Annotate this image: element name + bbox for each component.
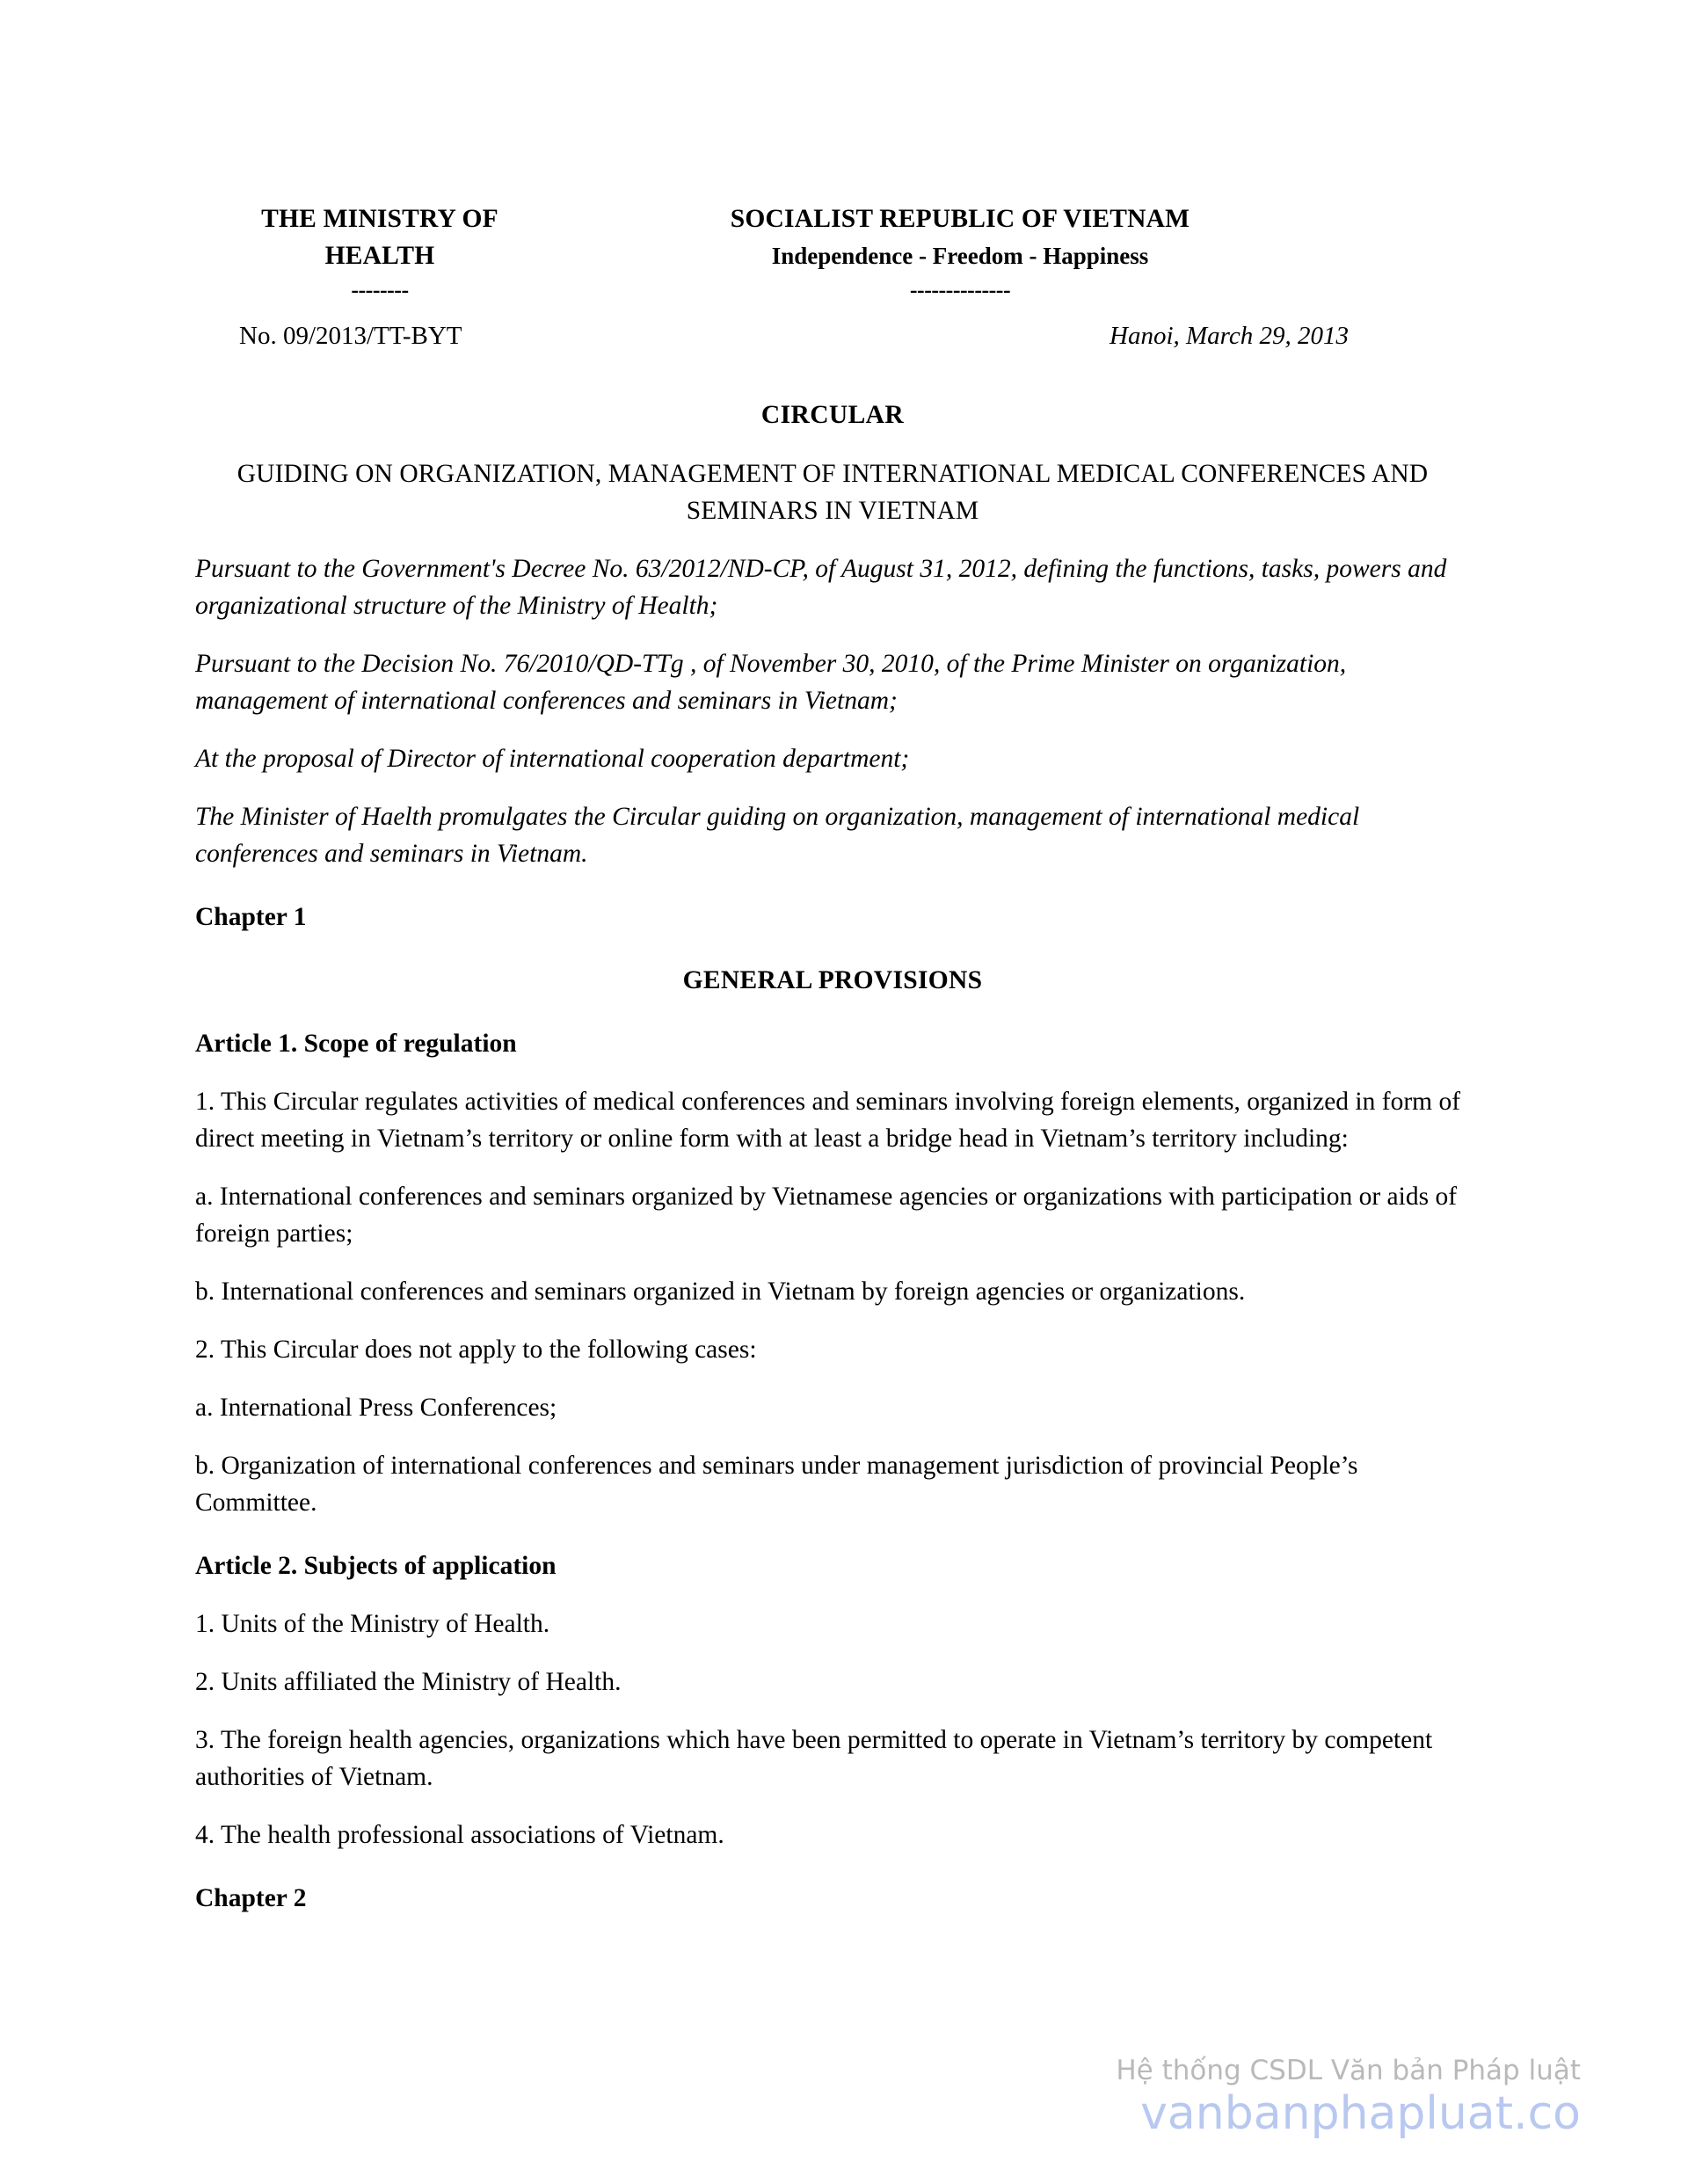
chapter-1-title: GENERAL PROVISIONS	[682, 966, 983, 994]
article-2-paragraph-2: 2. Units affiliated the Ministry of Health.	[195, 1668, 622, 1696]
masthead-national-heading	[564, 200, 1470, 306]
article-2-paragraph-1: 1. Units of the Ministry of Health.	[195, 1610, 550, 1638]
issuing-body-divider: --------	[351, 277, 409, 302]
document-content	[195, 0, 1470, 1917]
place-and-date: Hanoi, March 29, 2013	[1110, 322, 1349, 350]
document-type-label: CIRCULAR	[760, 401, 905, 429]
issuing-body-line-1: THE MINISTRY OF	[261, 205, 498, 233]
document-number-and-date-row	[195, 317, 1470, 355]
article-1-paragraph-2b: b. Organization of international conferences and seminars under management jurisdiction of provincial People’s Committee.	[195, 1452, 1358, 1517]
article-2-heading: Article 2. Subjects of application	[195, 1552, 557, 1580]
issuing-body-line-2: HEALTH	[324, 242, 435, 270]
national-motto-line: Independence - Freedom - Happiness	[771, 243, 1149, 269]
article-1-paragraph-a: a. International conferences and seminars organized by Vietnamese agencies or organizations with participation or aids of foreign parties;	[195, 1183, 1458, 1248]
chapter-2-label: Chapter 2	[195, 1884, 307, 1912]
masthead-issuing-body	[195, 200, 564, 306]
article-1-paragraph-b: b. International conferences and seminars organized in Vietnam by foreign agencies or organizations.	[195, 1278, 1246, 1306]
chapter-1-label: Chapter 1	[195, 903, 307, 931]
article-2-paragraph-3: 3. The foreign health agencies, organizations which have been permitted to operate in Vietnam’s territory by competent authorities of Vietnam.	[195, 1726, 1433, 1791]
preamble-paragraph-2: Pursuant to the Decision No. 76/2010/QD-TTg , of November 30, 2010, of the Prime Minister on organization, management of international conferences and seminars in Vietnam;	[195, 650, 1347, 715]
article-1-paragraph-1: 1. This Circular regulates activities of medical conferences and seminars involving foreign elements, organized in form of direct meeting in Vietnam’s territory or online form with at least a bridge head in Vietnam’s territory including:	[195, 1088, 1461, 1153]
watermark-domain: vanbanphapluat.co	[1140, 2087, 1581, 2140]
site-watermark	[1116, 2054, 1581, 2138]
national-heading-divider: --------------	[909, 277, 1011, 302]
document-number: No. 09/2013/TT-BYT	[239, 322, 462, 350]
watermark-tagline: Hệ thống CSDL Văn bản Pháp luật	[1116, 2055, 1581, 2086]
preamble-paragraph-3: At the proposal of Director of international cooperation department;	[195, 745, 910, 773]
nation-name-line: SOCIALIST REPUBLIC OF VIETNAM	[730, 205, 1190, 233]
article-1-paragraph-2a: a. International Press Conferences;	[195, 1394, 557, 1422]
preamble-paragraph-1: Pursuant to the Government's Decree No. 63/2012/ND-CP, of August 31, 2012, defining the functions, tasks, powers and organizational structure of the Ministry of Health;	[195, 555, 1447, 620]
article-2-paragraph-4: 4. The health professional associations of Vietnam.	[195, 1821, 724, 1849]
article-1-paragraph-2: 2. This Circular does not apply to the following cases:	[195, 1336, 757, 1364]
preamble-paragraph-4: The Minister of Haelth promulgates the Circular guiding on organization, management of international medical conferences and seminars in Vietnam.	[195, 803, 1360, 868]
article-1-heading: Article 1. Scope of regulation	[195, 1030, 517, 1058]
masthead	[195, 200, 1470, 306]
document-title: GUIDING ON ORGANIZATION, MANAGEMENT OF INTERNATIONAL MEDICAL CONFERENCES AND SEMINARS IN VIETNAM	[236, 460, 1429, 525]
